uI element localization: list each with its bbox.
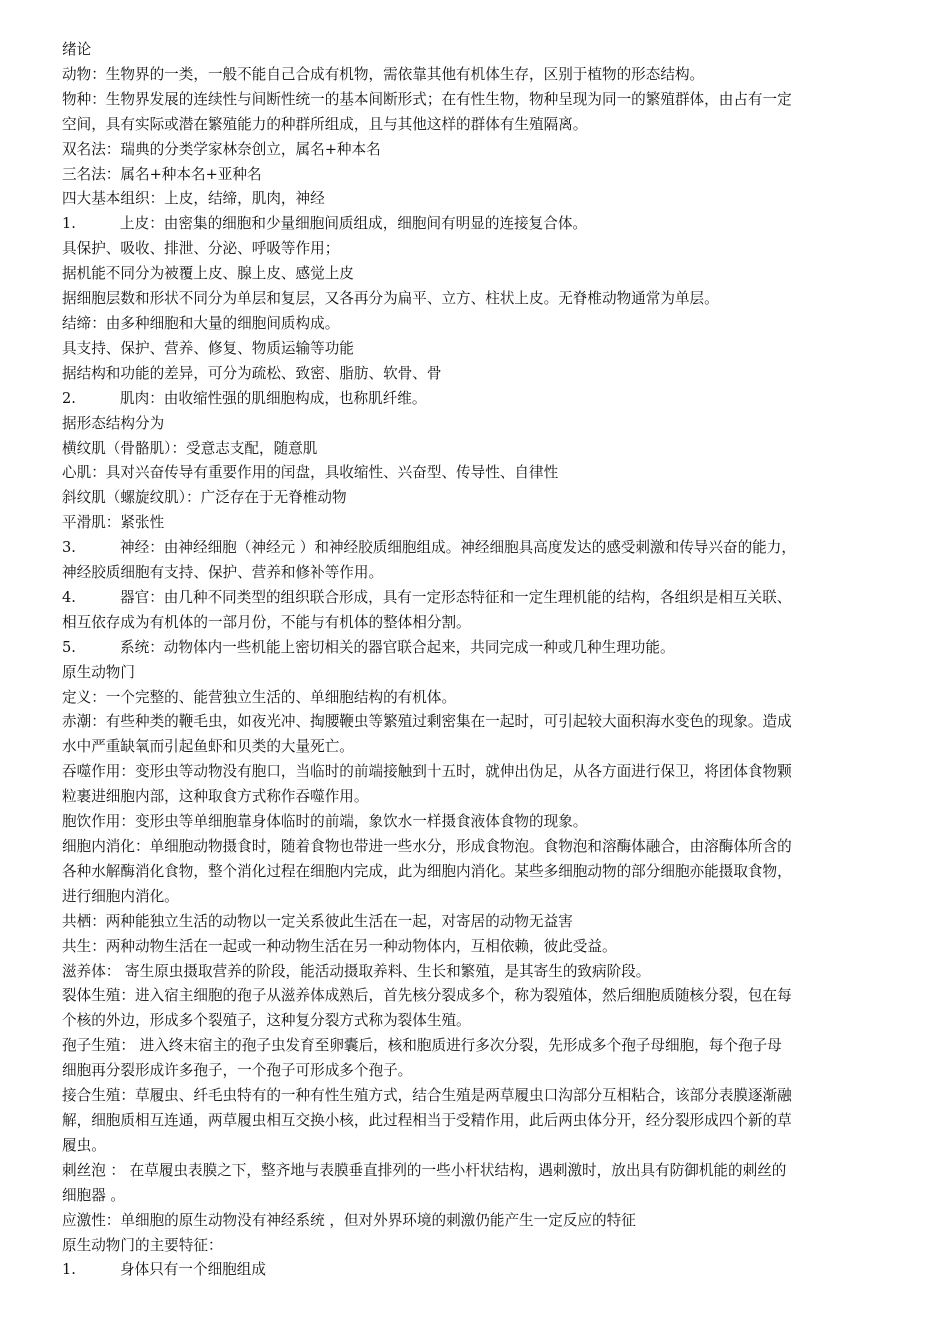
list-number: 4. bbox=[62, 588, 76, 606]
text-line: 吞噬作用：变形虫等动物没有胞口，当临时的前端接触到十五时，就伸出伪足，从各方面进行保卫，将团体食物颗 bbox=[62, 763, 792, 781]
text-line: 斜纹肌（螺旋纹肌）：广泛存在于无脊椎动物 bbox=[62, 489, 347, 507]
text-line: 据细胞层数和形状不同分为单层和复层，又各再分为扁平、立方、柱状上皮。无脊椎动物通常为单层。 bbox=[62, 290, 719, 308]
text-line: 孢子生殖： 进入终末宿主的孢子虫发育至卵囊后，核和胞质进行多次分裂，先形成多个孢子母细胞，每个孢子母 bbox=[62, 1037, 782, 1055]
text-line bbox=[62, 536, 898, 561]
text-line: 四大基本组织：上皮，结缔，肌肉，神经 bbox=[62, 190, 325, 208]
list-text: 身体只有一个细胞组成 bbox=[120, 1261, 266, 1279]
list-number: 1. bbox=[62, 215, 76, 233]
text-line: 神经胶质细胞有支持、保护、营养和修补等作用。 bbox=[62, 564, 384, 582]
text-line bbox=[62, 636, 898, 661]
list-text: 器官：由几种不同类型的组织联合形成，具有一定形态特征和一定生理机能的结构，各组织是相互关联、 bbox=[120, 588, 792, 606]
text-line: 绪论 bbox=[62, 41, 92, 58]
list-text: 神经：由神经细胞（神经元 ）和神经胶质细胞组成。神经细胞具高度发达的感受刺激和传导兴奋的能力， bbox=[120, 539, 796, 557]
text-line: 应激性：单细胞的原生动物没有神经系统 ，但对外界环境的刺激仍能产生一定反应的特征 bbox=[62, 1211, 636, 1229]
text-line: 个核的外边，形成多个裂殖子，这种复分裂方式称为裂体生殖。 bbox=[62, 1012, 471, 1030]
text-line: 细胞内消化：单细胞动物摄食时，随着食物也带进一些水分，形成食物泡。食物泡和溶酶体融合，由溶酶体所含的 bbox=[62, 838, 792, 855]
text-line: 平滑肌：紧张性 bbox=[62, 514, 165, 532]
text-line: 具支持、保护、营养、修复、物质运输等功能 bbox=[62, 339, 354, 357]
text-line: 进行细胞内消化。 bbox=[62, 887, 179, 905]
text-line: 具保护、吸收、排泄、分泌、呼吸等作用； bbox=[62, 240, 340, 258]
text-line bbox=[62, 1258, 898, 1283]
text-line: 赤潮：有些种类的鞭毛虫，如夜光冲、掏腰鞭虫等繁殖过剩密集在一起时，可引起较大面积海水变色的现象。造成 bbox=[62, 713, 792, 731]
list-number: 2. bbox=[62, 389, 76, 407]
text-line: 共栖：两种能独立生活的动物以一定关系彼此生活在一起，对寄居的动物无益害 bbox=[62, 912, 573, 930]
text-line: 解，细胞质相互连通，两草履虫相互交换小核，此过程相当于受精作用，此后两虫体分开，经分裂形成四个新的草 bbox=[62, 1111, 792, 1129]
text-line: 双名法：瑞典的分类学家林奈创立，属名+种本名 bbox=[62, 140, 381, 158]
text-line: 细胞再分裂形成许多孢子，一个孢子可形成多个孢子。 bbox=[62, 1062, 413, 1080]
text-line: 相互依存成为有机体的一部月份，不能与有机体的整体相分割。 bbox=[62, 613, 471, 631]
text-line: 原生动物门的主要特征： bbox=[62, 1236, 223, 1254]
text-line: 定义：一个完整的、能营独立生活的、单细胞结构的有机体。 bbox=[62, 688, 457, 706]
text-line: 接合生殖：草履虫、纤毛虫特有的一种有性生殖方式，结合生殖是两草履虫口沟部分互相粘合，该部分表膜逐渐融 bbox=[62, 1087, 792, 1105]
text-line: 据形态结构分为 bbox=[62, 414, 165, 432]
text-line: 裂体生殖：进入宿主细胞的孢子从滋养体成熟后，首先核分裂成多个，称为裂殖体，然后细胞质随核分裂，包在每 bbox=[62, 987, 792, 1005]
text-line: 心肌：具对兴奋传导有重要作用的闰盘，具收缩性、兴奋型、传导性、自律性 bbox=[62, 464, 559, 482]
list-number: 5. bbox=[62, 638, 76, 656]
text-line: 空间，具有实际或潜在繁殖能力的种群所组成，且与其他这样的群体有生殖隔离。 bbox=[62, 115, 588, 133]
list-number: 3. bbox=[62, 539, 76, 557]
list-text: 肌肉：由收缩性强的肌细胞构成，也称肌纤维。 bbox=[120, 389, 427, 407]
text-line: 物种：生物界发展的连续性与间断性统一的基本间断形式；在有性生物，物种呈现为同一的繁殖群体，由占有一定 bbox=[62, 90, 792, 108]
text-line: 结缔：由多种细胞和大量的细胞间质构成。 bbox=[62, 314, 340, 332]
text-line: 胞饮作用：变形虫等单细胞靠身体临时的前端，象饮水一样摄食液体食物的现象。 bbox=[62, 813, 588, 831]
text-line: 滋养体： 寄生原虫摄取营养的阶段，能活动摄取养料、生长和繁殖，是其寄生的致病阶段。 bbox=[62, 962, 651, 980]
text-line: 动物：生物界的一类，一般不能自己合成有机物，需依靠其他有机体生存，区别于植物的形态结构。 bbox=[62, 65, 705, 83]
text-line: 三名法：属名+种本名+亚种名 bbox=[62, 165, 262, 183]
list-text: 上皮：由密集的细胞和少量细胞间质组成，细胞间有明显的连接复合体。 bbox=[120, 215, 588, 233]
text-line: 据机能不同分为被覆上皮、腺上皮、感觉上皮 bbox=[62, 265, 354, 283]
text-line: 共生：两种动物生活在一起或一种动物生活在另一种动物体内，互相依赖，彼此受益。 bbox=[62, 937, 617, 955]
list-number: 1. bbox=[62, 1261, 76, 1279]
text-line bbox=[62, 387, 898, 412]
text-line: 据结构和功能的差异，可分为疏松、致密、脂肪、软骨、骨 bbox=[62, 364, 442, 382]
text-line: 水中严重缺氧而引起鱼虾和贝类的大量死亡。 bbox=[62, 738, 354, 756]
text-line: 原生动物门 bbox=[62, 663, 135, 681]
text-line: 各种水解酶消化食物，整个消化过程在细胞内完成，此为细胞内消化。某些多细胞动物的部分细胞亦能摄取食物， bbox=[62, 862, 792, 880]
text-line: 刺丝泡 ： 在草履虫表膜之下，整齐地与表膜垂直排列的一些小杆状结构，遇刺激时，放出具有防御机能的刺丝的 bbox=[62, 1161, 787, 1179]
text-line: 横纹肌（骨骼肌）：受意志支配，随意肌 bbox=[62, 439, 318, 457]
text-line: 细胞器 。 bbox=[62, 1186, 126, 1204]
text-line bbox=[62, 212, 898, 237]
list-text: 系统：动物体内一些机能上密切相关的器官联合起来，共同完成一种或几种生理功能。 bbox=[120, 638, 675, 656]
text-line: 履虫。 bbox=[62, 1136, 106, 1154]
text-line bbox=[62, 586, 898, 611]
text-line: 粒裹进细胞内部，这种取食方式称作吞噬作用。 bbox=[62, 788, 369, 806]
